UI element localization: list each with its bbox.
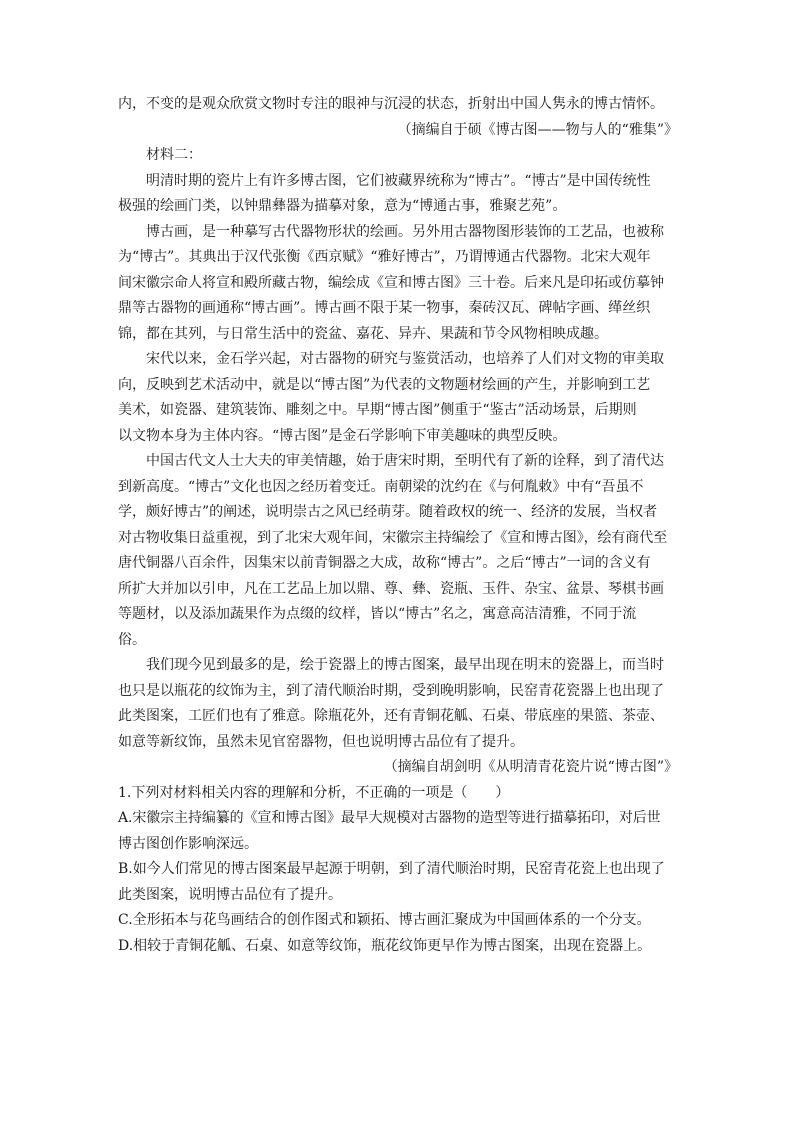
option-a-cont: 博古图创作影响深远。 [118, 835, 258, 852]
text-line: 如意等新纹饰，虽然未见官窑器物，但也说明博古品位有了提升。 [118, 733, 524, 750]
text-line: 宋代以来，金石学兴起，对古器物的研究与鉴赏活动，也培养了人们对文物的审美取 [146, 351, 664, 367]
text-line: 内，不变的是观众欣赏文物时专注的眼神与沉浸的状态，折射出中国人隽永的博古情怀。 [118, 96, 664, 112]
text-line: 间宋徽宗命人将宣和殿所藏古物，编绘成《宣和博古图》三十卷。后来凡是印拓或仿摹钟 [118, 274, 664, 291]
text-line: 所扩大并加以引申，凡在工艺品上加以鼎、尊、彝、瓷瓶、玉件、杂宝、盆景、琴棋书画 [118, 580, 664, 597]
option-c: C.全形拓本与花鸟画结合的创作图式和颖拓、博古画汇聚成为中国画体系的一个分支。 [118, 912, 651, 928]
text-line: 为“博古”。其典出于汉代张衡《西京赋》“雅好博古”，乃谓博通古代器物。北宋大观年 [118, 249, 651, 265]
option-d: D.相较于青铜花觚、石桌、如意等纹饰，瓶花纹饰更早作为博古图案，出现在瓷器上。 [118, 937, 652, 954]
section-heading: 材料二： [146, 147, 202, 163]
text-line: 唐代铜器八百余件，因集宋以前青铜器之大成，故称“博古”。之后“博古”一词的含义有 [118, 555, 651, 571]
option-b-cont: 此类图案，说明博古品位有了提升。 [118, 886, 342, 903]
text-line: 鼎等古器物的画通称“博古画”。博古画不限于某一物事，秦砖汉瓦、碑帖字画、缂丝织 [118, 300, 651, 316]
text-line: 明清时期的瓷片上有许多博古图，它们被藏界统称为“博古”。“博古”是中国传统性 [146, 172, 651, 189]
option-b: B.如今人们常见的博古图案最早起源于明朝，到了清代顺治时期，民窑青花瓷上也出现了 [118, 861, 665, 877]
text-line: 中国古代文人士大夫的审美情趣，始于唐宋时期，至明代有了新的诠释，到了清代达 [146, 453, 664, 469]
text-line: 到新高度。“博古”文化也因之经历着变迁。南朝梁的沈约在《与何胤敕》中有“吾虽不 [118, 478, 644, 495]
text-line: 美术，如瓷器、建筑装饰、雕刻之中。早期“博古图”侧重于“鉴古”活动场景，后期则 [118, 402, 637, 418]
text-line: 我们现今见到最多的是，绘于瓷器上的博古图案，最早出现在明末的瓷器上，而当时 [146, 657, 664, 673]
text-line: 博古画，是一种摹写古代器物形状的绘画。另外用古器物图形装饰的工艺品，也被称 [146, 223, 664, 240]
citation: （摘编自于硕《博古图——物与人的“雅集”》 [397, 121, 678, 138]
text-line: 等题材，以及添加蔬果作为点缀的纹样，皆以“博古”名之，寓意高洁清雅，不同于流 [118, 606, 637, 622]
text-line: 以文物本身为主体内容。“博古图”是金石学影响下审美趣味的典型反映。 [118, 427, 567, 444]
text-line: 也只是以瓶花的纹饰为主，到了清代顺治时期，受到晚明影响，民窑青花瓷器上也出现了 [118, 682, 664, 699]
question-stem: 1.下列对材料相关内容的理解和分析，不正确的一项是（ ） [118, 784, 510, 801]
citation: （摘编自胡剑明《从明清青花瓷片说“博古图”》 [383, 759, 678, 775]
text-line: 对古物收集日益重视，到了北宋大观年间，宋徽宗主持编绘了《宣和博古图》，绘有商代至 [118, 529, 667, 546]
text-line: 向，反映到艺术活动中，就是以“博古图”为代表的文物题材绘画的产生，并影响到工艺 [118, 376, 651, 393]
text-line: 锦，都在其列，与日常生活中的瓷盆、嘉花、异卉、果蔬和节令风物相映成趣。 [118, 325, 608, 342]
option-a: A.宋徽宗主持编纂的《宣和博古图》最早大规模对古器物的造型等进行描摹拓印，对后世 [118, 810, 661, 826]
text-line: 此类图案，工匠们也有了雅意。除瓶花外，还有青铜花觚、石桌、带底座的果篮、茶壶、 [118, 708, 664, 724]
document-body [118, 92, 678, 959]
text-line: 学，颇好博古”的阐述，说明崇古之风已经萌芽。随着政权的统一、经济的发展，当权者 [118, 504, 658, 520]
text-line: 极强的绘画门类，以钟鼎彝器为描摹对象，意为“博通古事，雅聚艺苑”。 [118, 198, 567, 214]
text-line: 俗。 [118, 631, 146, 648]
